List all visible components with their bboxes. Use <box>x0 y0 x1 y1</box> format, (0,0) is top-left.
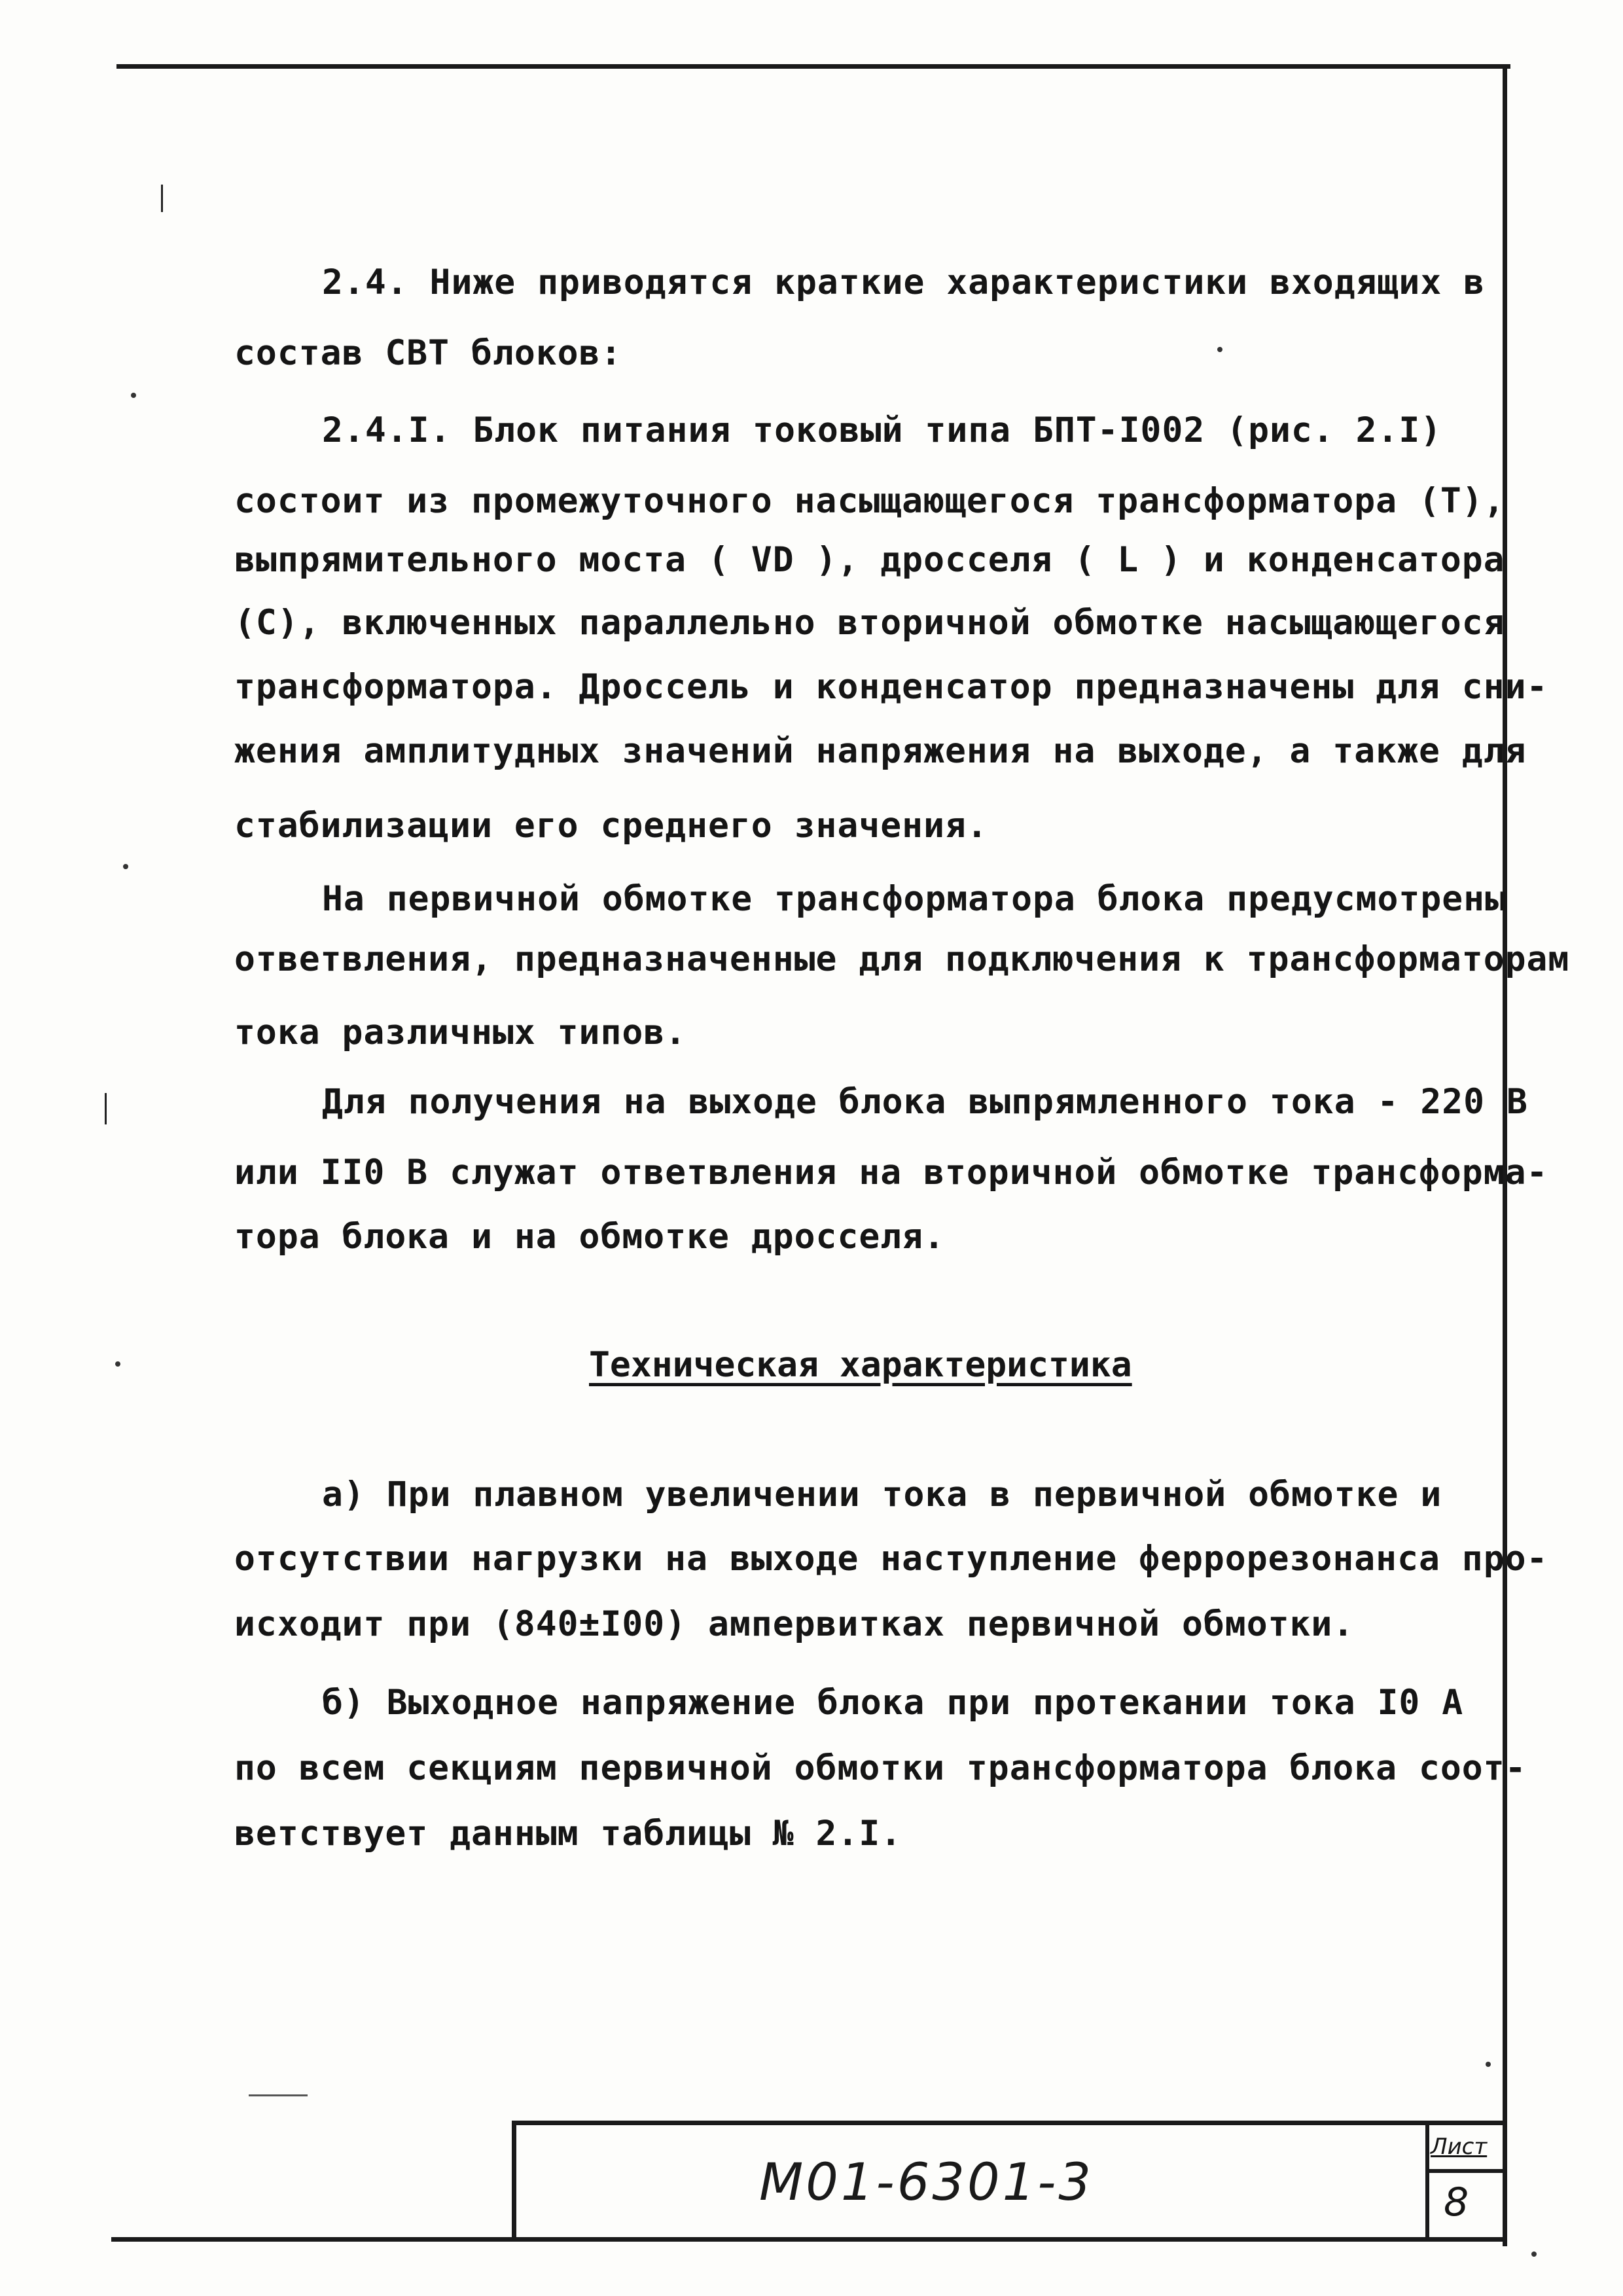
sheet-label: Лист <box>1431 2134 1488 2160</box>
text-line-8: жения амплитудных значений напряжения на выходе, а также для <box>234 731 1527 771</box>
spec-line-5: по всем секциям первичной обмотки трансформатора блока соот- <box>234 1748 1527 1788</box>
text-line-6: (С), включенных параллельно вторичной обмотке насыщающегося <box>234 603 1505 643</box>
text-line-4: состоит из промежуточного насыщающегося трансформатора (Т), <box>234 481 1505 521</box>
scan-mark <box>105 1093 107 1124</box>
text-line-14: или II0 В служат ответвления на вторичной обмотке трансформа- <box>234 1153 1548 1193</box>
sheet-divider <box>1425 2169 1503 2173</box>
text-line-3: 2.4.I. Блок питания токовый типа БПТ-I002 (рис. 2.I) <box>322 410 1442 450</box>
scan-speck <box>131 393 136 398</box>
spec-line-1: а) При плавном увеличении тока в первичной обмотке и <box>322 1475 1442 1515</box>
spec-line-3: исходит при (840±I00) ампервитках первичной обмотки. <box>234 1604 1355 1644</box>
text-line-11: ответвления, предназначенные для подключения к трансформаторам <box>234 939 1570 979</box>
scan-speck <box>1217 347 1222 352</box>
section-heading: Техническая характеристика <box>589 1345 1132 1385</box>
scan-speck <box>1486 2062 1491 2067</box>
spec-line-6: ветствует данным таблицы № 2.I. <box>234 1814 902 1854</box>
text-line-10: На первичной обмотке трансформатора блока предусмотрены <box>322 879 1507 919</box>
scan-speck <box>115 1361 120 1367</box>
spec-line-4: б) Выходное напряжение блока при протекании тока I0 А <box>322 1683 1464 1723</box>
document-code: М01-6301-3 <box>759 2153 1094 2212</box>
spec-line-2: отсутствии нагрузки на выходе наступление феррорезонанса про- <box>234 1539 1548 1579</box>
text-line-13: Для получения на выходе блока выпрямленного тока - 220 В <box>322 1082 1528 1122</box>
text-line-7: трансформатора. Дроссель и конденсатор предназначены для сни- <box>234 667 1548 707</box>
frame-top-border <box>116 64 1510 69</box>
text-line-1: 2.4. Ниже приводятся краткие характеристики входящих в <box>322 262 1486 302</box>
sheet-number: 8 <box>1444 2179 1469 2225</box>
text-line-2: состав СВТ блоков: <box>234 333 622 373</box>
text-line-9: стабилизации его среднего значения. <box>234 806 988 846</box>
scan-mark <box>161 185 163 212</box>
text-line-15: тора блока и на обмотке дросселя. <box>234 1217 945 1257</box>
scan-rule <box>249 2094 308 2096</box>
text-line-12: тока различных типов. <box>234 1013 687 1052</box>
text-line-5: выпрямительного моста ( VD ), дросселя ( L ) и конденсатора <box>234 540 1505 580</box>
scan-speck <box>123 864 128 869</box>
scan-speck <box>1531 2251 1537 2257</box>
